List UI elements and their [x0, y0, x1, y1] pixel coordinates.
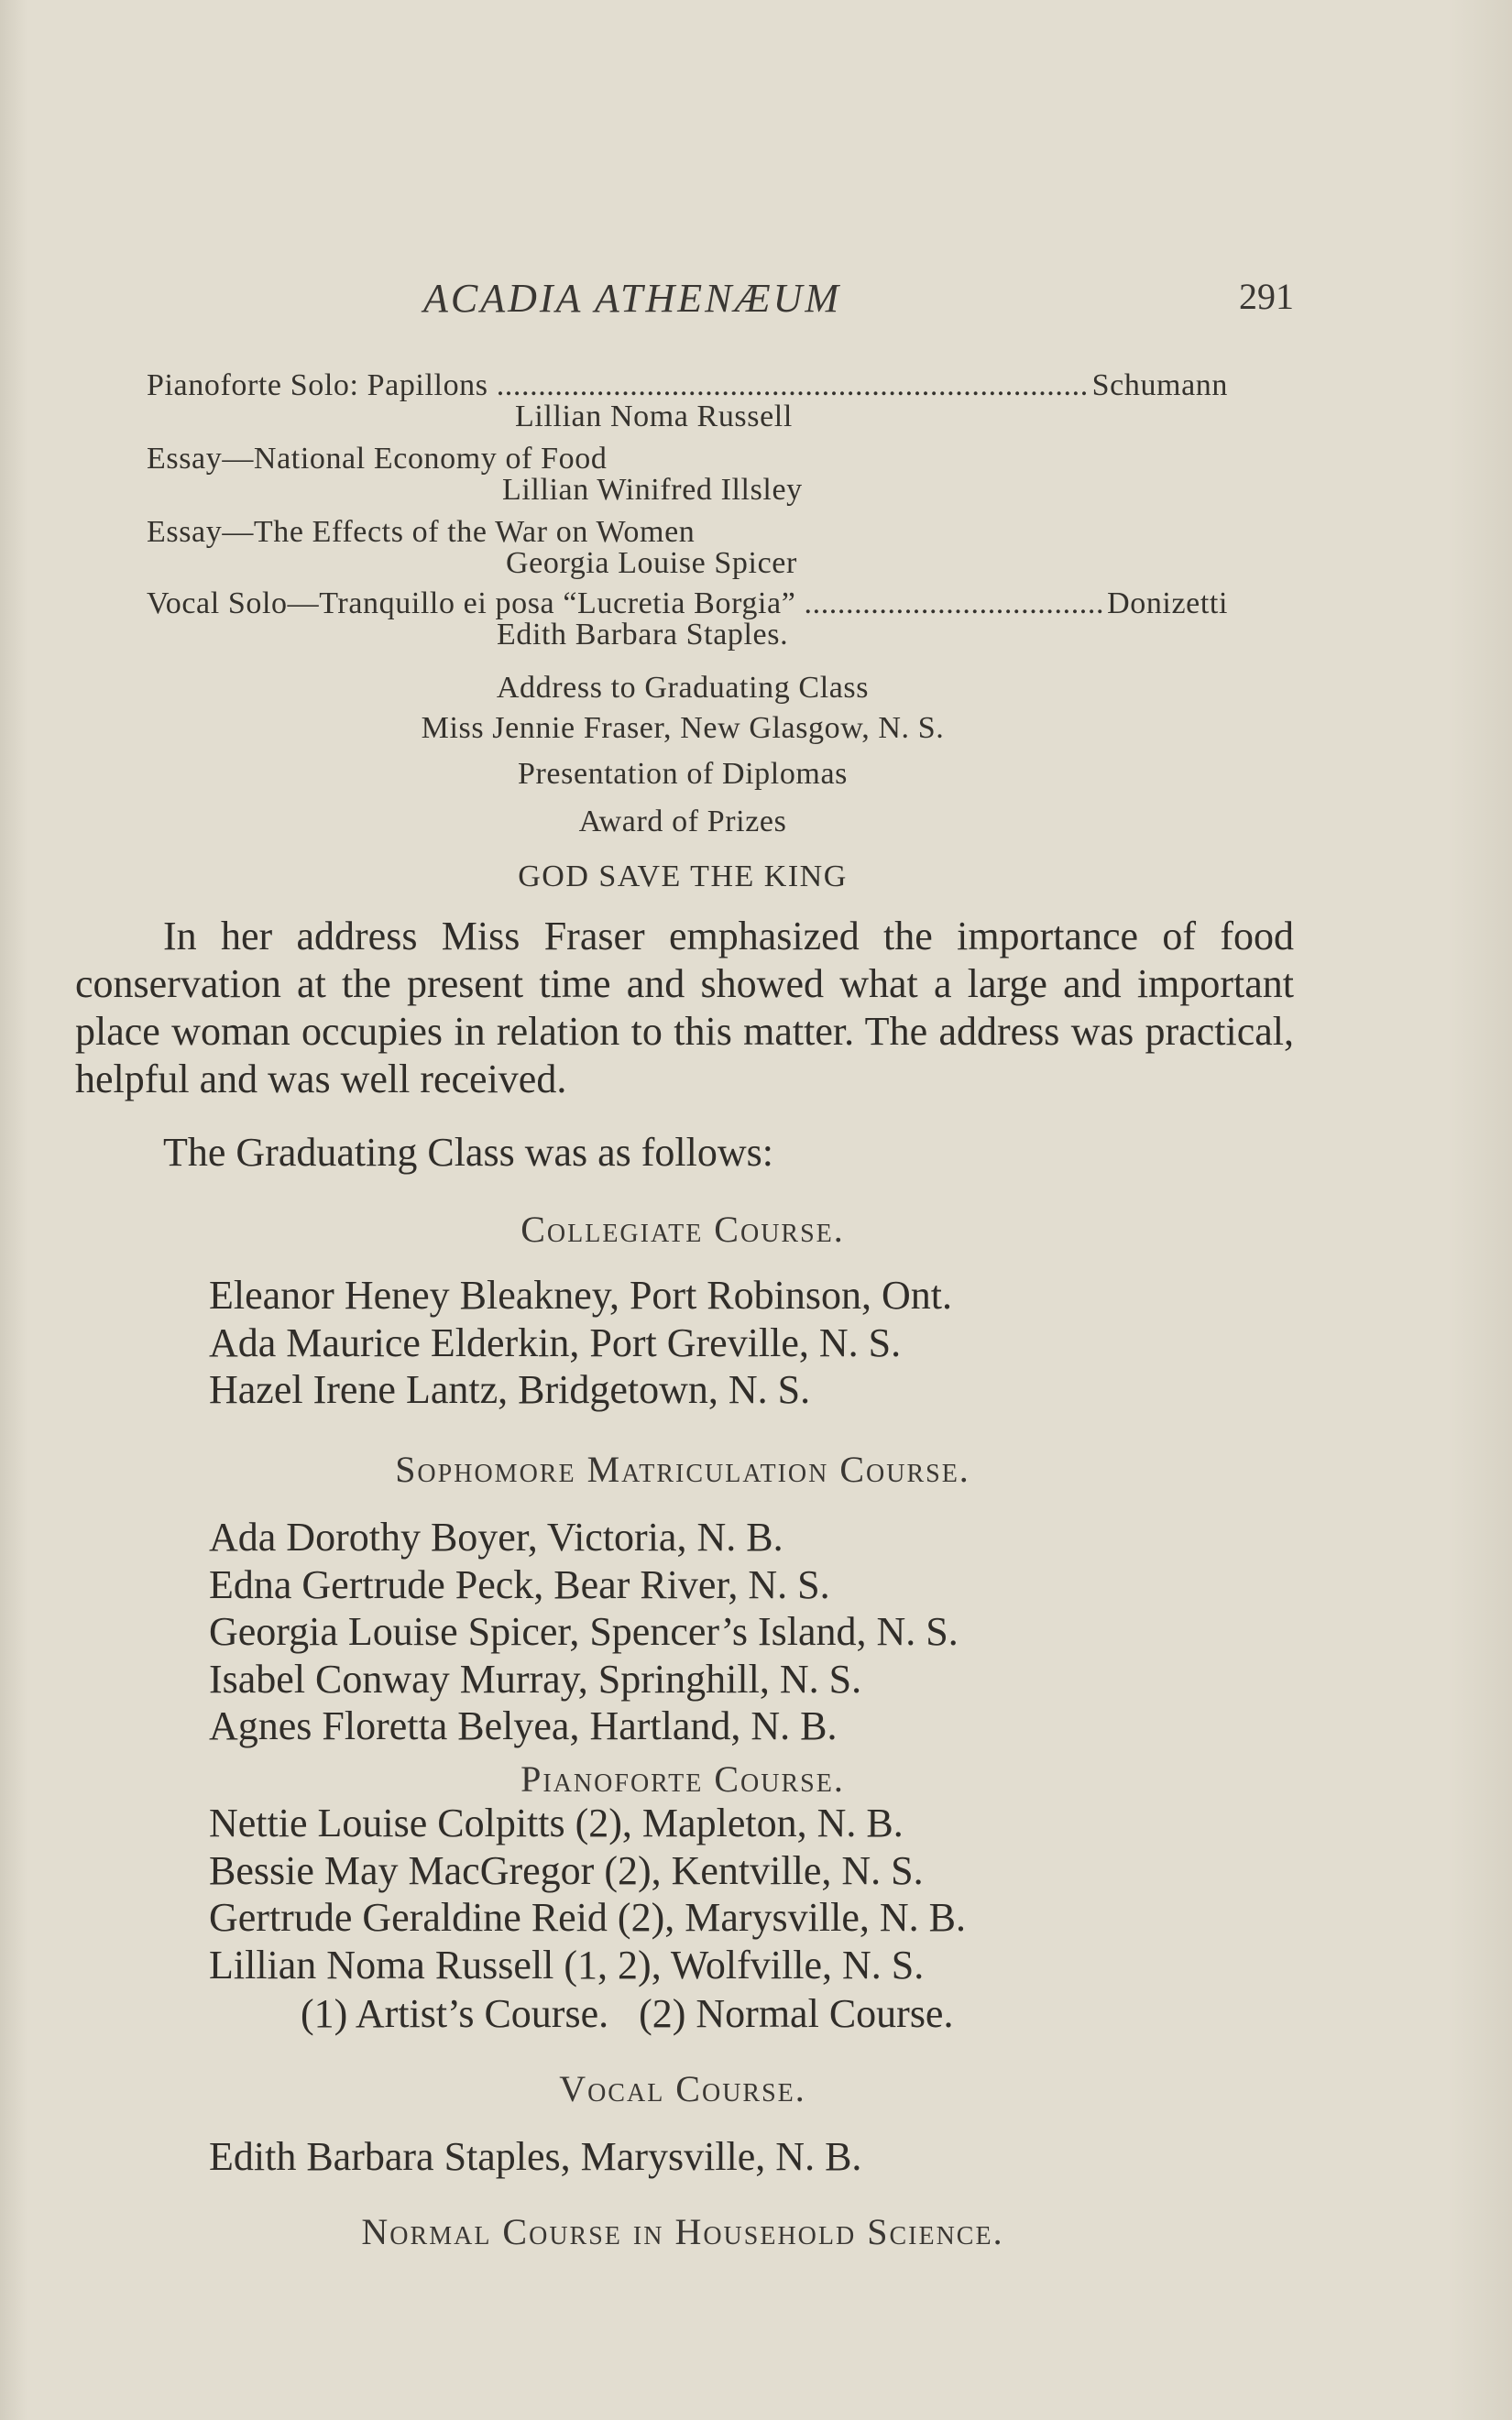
- graduate-name: Ada Maurice Elderkin, Port Greville, N. S.: [209, 1320, 902, 1365]
- graduate-name: Nettie Louise Colpitts (2), Mapleton, N. B.: [209, 1801, 904, 1845]
- programme-composer: Schumann: [1091, 368, 1228, 402]
- graduate-name: Edna Gertrude Peck, Bear River, N. S.: [209, 1561, 830, 1607]
- programme-performer: Edith Barbara Staples.: [497, 618, 789, 652]
- sophomore-heading: Sophomore Matriculation Course.: [395, 1449, 970, 1490]
- paragraph-text: In her address Miss Fraser emphasized the importance of food conservation at the present time and showed what a large and important place woman occupies in relation to this matter. The address was practical, helpful and was well received.: [75, 914, 1294, 1101]
- graduate-name: Hazel Irene Lantz, Bridgetown, N. S.: [209, 1367, 811, 1412]
- graduate-name: Ada Dorothy Boyer, Victoria, N. B.: [209, 1515, 783, 1560]
- address-line: Address to Graduating Class: [496, 671, 870, 705]
- graduate-name: Lillian Noma Russell (1, 2), Wolfville, N. S.: [209, 1942, 925, 1987]
- pianoforte-names: [209, 1800, 966, 1988]
- graduate-name: Bessie May MacGregor (2), Kentville, N. S.: [209, 1847, 924, 1893]
- vocal-heading: Vocal Course.: [559, 2068, 806, 2109]
- programme-item-title: Pianoforte Solo: Papillons .....: [147, 368, 1090, 403]
- collegiate-heading: Collegiate Course.: [520, 1209, 845, 1250]
- programme-performer: Georgia Louise Spicer: [506, 546, 797, 580]
- graduating-class-intro: The Graduating Class was as follows:: [163, 1130, 773, 1175]
- speaker-line: Miss Jennie Fraser, New Glasgow, N. S.: [421, 711, 945, 745]
- collegiate-names: [209, 1272, 952, 1414]
- programme-item-title: Essay—The Effects of the War on Women: [147, 515, 696, 549]
- pianoforte-footnote: (1) Artist’s Course. (2) Normal Course.: [301, 1991, 954, 2036]
- household-science-heading: Normal Course in Household Science.: [361, 2211, 1004, 2252]
- graduate-name: Agnes Floretta Belyea, Hartland, N. B.: [209, 1703, 838, 1748]
- graduate-name: Isabel Conway Murray, Springhill, N. S.: [209, 1656, 862, 1702]
- graduate-name: Gertrude Geraldine Reid (2), Marysville, N. B.: [209, 1895, 966, 1940]
- vocal-names: [209, 2133, 861, 2181]
- presentation-line: Presentation of Diplomas: [517, 757, 848, 791]
- graduate-name: Eleanor Heney Bleakney, Port Robinson, Ont.: [209, 1273, 952, 1318]
- running-title: ACADIA ATHENÆUM: [423, 276, 842, 321]
- sophomore-names: [209, 1514, 959, 1750]
- graduate-name: Georgia Louise Spicer, Spencer’s Island, N. S.: [209, 1609, 959, 1654]
- programme-item-title: Vocal Solo—Tranquillo ei posa “Lucretia Borgia” .....: [147, 586, 1105, 621]
- programme-item-title: Essay—National Economy of Food: [147, 442, 608, 476]
- anthem-line: GOD SAVE THE KING: [518, 860, 848, 893]
- programme-item: [147, 586, 1228, 621]
- graduate-name: Edith Barbara Staples, Marysville, N. B.: [209, 2134, 862, 2179]
- page-number: 291: [1239, 276, 1294, 317]
- address-summary-paragraph: [75, 913, 1294, 1103]
- pianoforte-heading: Pianoforte Course.: [520, 1758, 845, 1800]
- programme-composer: Donizetti: [1107, 586, 1228, 620]
- programme-performer: Lillian Winifred Illsley: [502, 473, 803, 507]
- programme-performer: Lillian Noma Russell: [515, 400, 793, 433]
- prizes-line: Award of Prizes: [578, 805, 787, 838]
- programme-item: [147, 368, 1228, 403]
